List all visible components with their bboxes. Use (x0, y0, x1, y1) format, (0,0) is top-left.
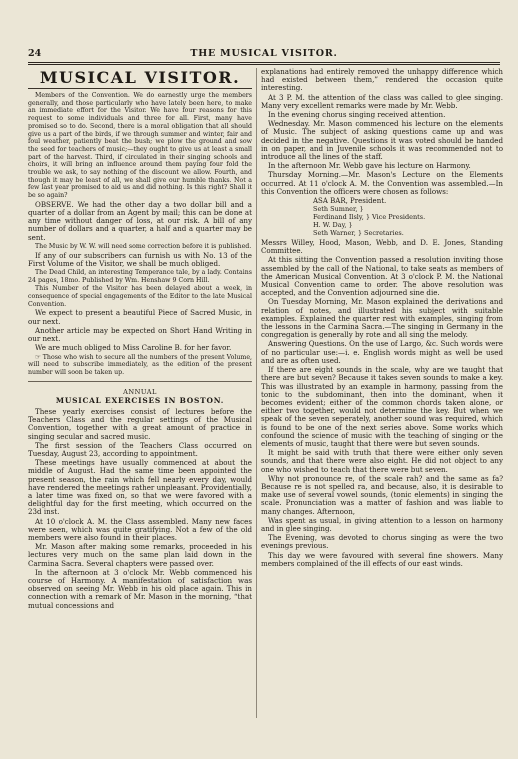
paragraph-answering-questions: Answering Questions. On the use of Largo, &c. Such words were of no particular use:—i. e. English words might as well be used and are as often used. (261, 339, 503, 365)
paragraph-number-13: If any of our subscribers can furnish us with No. 13 of the First Volume of the Visitor, we shall be much obliged. (28, 250, 252, 268)
section-label: ANNUAL (123, 387, 157, 396)
header-rule-2 (28, 64, 500, 65)
section-title: MUSICAL EXERCISES IN BOSTON. (55, 396, 225, 406)
paragraph-standing-committee: Messrs Willey, Hood, Mason, Webb, and D. E. Jones, Standing Committee. (261, 238, 503, 256)
paragraph-eight-sounds: If there are eight sounds in the scale, why are we taught that there are but seven? Because it takes seven sounds to make a key. This was illustrated by an example in harmony, passing from the tonic to the subdominant, then into the dominant, when it becomes evident; either of the common chords taken alone, or either two together, would not determine the key. But when we speak of the seven seperately, another sound was required, which is found to be one of the next series above. Some works which confound the science of music with the teaching of singing or the elements of music, taught that there were but seven sounds. (261, 365, 503, 448)
running-title: THE MUSICAL VISITOR. (190, 48, 338, 59)
officer-sec-1: H. W. Day, } (313, 221, 353, 230)
paragraph-tuesday-morning: On Tuesday Morning, Mr. Mason explained the derivations and relation of notes, and illustrated his subject with suitable examples. Explained the quarter rest with examples, singing from the lessons in the Carmina Sacra.—The singing in Germany in the congregation is generally by rote and all sing the melody. (261, 297, 503, 340)
paragraph-first-session: The first session of the Teachers Class occurred on Tuesday, August 23, according to appointment. (28, 440, 252, 459)
paragraph-thursday-morning: Thursday Morning.—Mr. Mason's Lecture on the Elements occurred. At 11 o'clock A. M. the Convention was assembled.—In this Convention the officers were chosen as follows: (261, 170, 503, 196)
officer-vp-2: Ferdinand Ilsly, } Vice Presidents. (313, 213, 426, 222)
paragraph-members-convention: Members of the Convention. We do earnestly urge the members generally, and those particularly who have lately been here, to make an immediate effort for the Visitor. We have four reasons for this request to some individuals and three for all. First, many have promised so to do. Second, there is a moral obligation that all should give us a part of the birds, if we through summer and winter, fair and foul weather, patiently beat the bush; we plow the ground and sow the seed for teachers of music;—they ought to give us at least a small part of the harvest. Third, if circulated in their singing schools and choirs, it will bring an influence around them paying four fold the trouble we ask, to say nothing of the discount we allow. Fourth, and though it may be least of all, we shall give our humble thanks. Not a few last year promised to aid us and did nothing. Is this right? Shall it be so again? (28, 92, 252, 200)
paragraph-observe: OBSERVE. We had the other day a two dollar bill and a quarter of a dollar from an Agent by mail; this can be done at any time without danger of loss, at our risk. A bill of any number of dollars and a quarter, a half and a quarter may be sent. (28, 199, 252, 242)
paragraph-evening-chorus: In the evening chorus singing received attention. (268, 110, 446, 120)
paragraph-meetings: These meetings have usually commenced at about the middle of August. Had the same time been appointed the present season, the rain which fell nearly every day, would have rendered the meetings rather unpleasant. Providentially, a later time was fixed on, so that we were favored with a delightful day for the first meeting, which occurred on the 23d inst. (28, 458, 252, 517)
paragraph-pronounce-re: Why not pronounce re, of the scale rah? and the same as fa? Because re is not spelled ra, and because, also, it is desirable to make use of several vowel sounds, (tonic elements) in singing the scale. Pronunciation was a matter of fashion and was liable to many changes. Afternoon, (261, 473, 503, 516)
page-header (28, 47, 500, 61)
right-column (261, 68, 503, 569)
paragraph-subscribe-notice: ☞ Those who wish to secure all the numbers of the present Volume, will need to subscribe immediately, as the edition of the present number will soon be taken up. (28, 353, 252, 376)
paragraph-short-hand: Another article may be expected on Short Hand Writing in our next. (28, 325, 252, 344)
paragraph-webb-harmony: In the afternoon at 3 o'clock Mr. Webb commenced his course of Harmony. A manifestation of satisfaction was observed on seeing Mr. Webb in his old place again. This in connection with a remark of Mr. Mason in the morning, “that mutual concessions and (28, 567, 252, 610)
paragraph-showers: This day we were favoured with several fine showers. Many members complained of the ill effects of our east winds. (261, 550, 503, 568)
paragraph-resolution: At this sitting the Convention passed a resolution inviting those assembled by the call of the National, to take seats as members of the American Musical Convention. At 3 o'clock P. M. the National Musical Convention came to order. The above resolution was accepted, and the Convention adjourned sine die. (261, 255, 503, 298)
officer-president: ASA BAR, President. (313, 197, 387, 206)
column-separator (256, 68, 257, 718)
officer-vp-1: Seth Sumner, } (313, 205, 364, 214)
officer-sec-2: Seth Warner, } Secretaries. (313, 229, 404, 238)
page-number: 24 (28, 48, 42, 59)
paragraph-harmony-lesson: Was spent as usual, in giving attention to a lesson on harmony and in glee singing. (261, 515, 503, 533)
left-column (28, 68, 252, 611)
paragraph-evening-devoted: The Evening, was devoted to chorus singing as were the two evenings previous. (261, 533, 503, 551)
section-divider (28, 381, 252, 382)
paragraph-music-correction: The Music by W. W. will need some correction before it is published. (35, 242, 252, 250)
paragraph-seven-sounds: It might be said with truth that there were either only seven sounds, and that there were also eight. He did not object to any one who wished to teach that there were but seven. (261, 448, 503, 474)
paragraph-mason-lectures: Mr. Mason after making some remarks, proceeded in his lectures very much on the same plan laid down in the Carmina Sacra. Several chapters were passed over. (28, 542, 252, 568)
paragraph-sacred-music: We expect to present a beautiful Piece of Sacred Music, in our next. (28, 308, 252, 326)
paragraph-thanks: We are much obliged to Miss Caroline B. for her favor. (35, 343, 232, 353)
paragraph-afternoon-harmony: In the afternoon Mr. Webb gave his lecture on Harmony. (268, 161, 471, 171)
paragraph-glee-singing: At 3 P. M. the attention of the class was called to glee singing. Many very excellent remarks were made by Mr. Webb. (261, 92, 503, 110)
paragraph-class-assembled: At 10 o'clock A. M. the Class assembled. Many new faces were seen, which was quite gratifying. Not a few of the old members were also found in their places. (28, 516, 252, 543)
paragraph-wednesday: Wednesday. Mr. Mason commenced his lecture on the elements of Music. The subject of asking questions came up and was decided in the negative. Questions it was voted should be handed in on paper, and in Juvenile schools it was recommended not to introduce all the lines of the staff. (261, 119, 503, 162)
paragraph-explanations: explanations had entirely removed the unhappy difference which had existed between them,” rendered the occasion quite interesting. (261, 67, 503, 93)
header-rule (28, 62, 500, 63)
paragraph-dead-child: The Dead Child, an interesting Temperance tale, by a lady. Contains 24 pages, 18mo. Published by Wm. Henshaw 9 Corn Hill. (28, 268, 252, 284)
paragraph-yearly-exercises: These yearly exercises consist of lectures before the Teachers Class and the regular settings of the Musical Convention, together with a great amount of practice in singing secular and sacred music. (28, 407, 252, 441)
officers-list (261, 197, 503, 237)
paragraph-delay: This Number of the Visitor has been delayed about a week, in consequence of special engagements of the Editor to the late Musical Convention. (28, 285, 252, 308)
masthead: MUSICAL VISITOR. (28, 68, 252, 89)
